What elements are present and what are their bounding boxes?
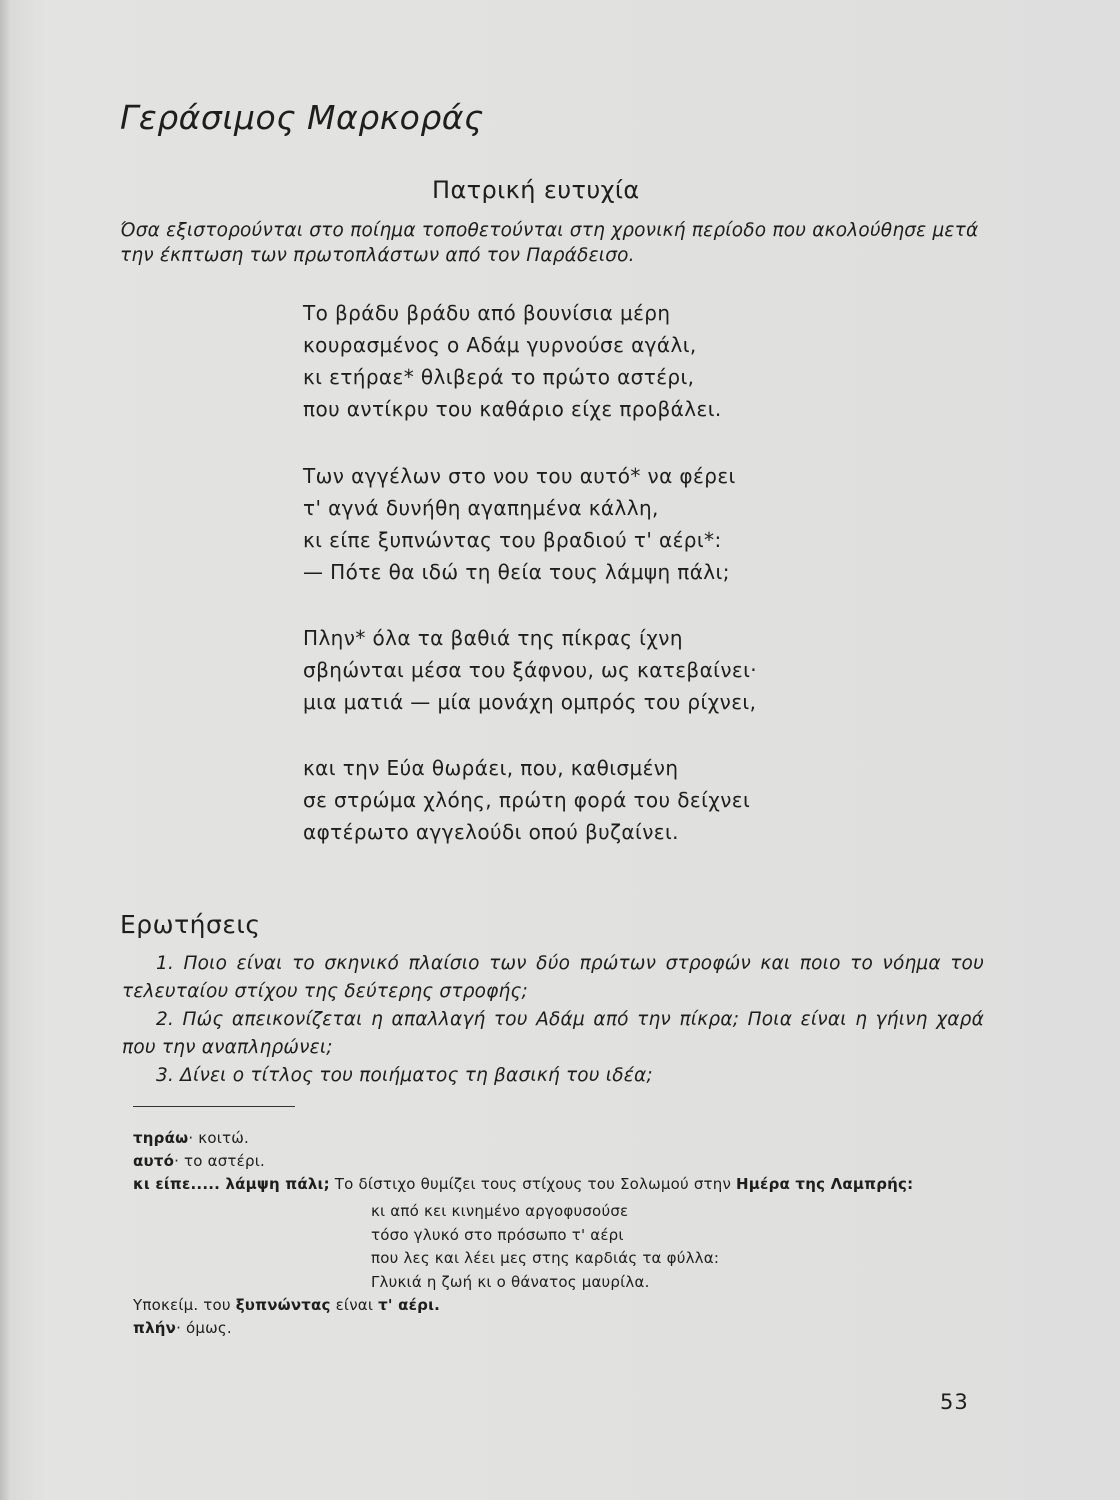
footnote-text: Το δίστιχο θυμίζει τους στίχους του Σολωμού στην (329, 1175, 737, 1193)
poem-intro: Όσα εξιστορούνται στο ποίημα τοποθετούνται στη χρονική περίοδο που ακολούθησε μετά την έκπτωση των πρωτοπλάστων από τον Παράδεισο. (120, 220, 979, 266)
footnote-divider (133, 1106, 295, 1107)
footnote (133, 1173, 983, 1196)
verse-line: Των αγγέλων στο νου του αυτό* να φέρει (303, 464, 736, 488)
verse-line: — Πότε θα ιδώ τη θεία τους λάμψη πάλι; (303, 560, 730, 584)
footnote (133, 1294, 983, 1317)
questions-list (122, 950, 984, 1090)
verse-line: κι είπε ξυπνώντας του βραδιού τ' αέρι*: (303, 528, 722, 552)
author-heading: Γεράσιμος Μαρκοράς (120, 98, 484, 137)
footnote (133, 1150, 983, 1173)
footnote-text: · όμως. (176, 1319, 232, 1337)
footnote-term: πλήν (133, 1319, 177, 1337)
stanza-1 (303, 297, 722, 425)
verse-line: αφτέρωτο αγγελούδι οπού βυζαίνει. (303, 820, 679, 844)
footnote-text: Υποκείμ. του (133, 1296, 236, 1314)
quoted-verse: τόσο γλυκό στο πρόσωπο τ' αέρι (371, 1225, 624, 1244)
verse-line: Πλην* όλα τα βαθιά της πίκρας ίχνη (303, 626, 683, 650)
verse-line: τ' αγνά δυνήθη αγαπημένα κάλλη, (303, 496, 659, 520)
page-edge-shadow (0, 0, 10, 1500)
footnote-text: είναι (330, 1296, 379, 1314)
footnote (133, 1317, 983, 1340)
verse-line: σε στρώμα χλόης, πρώτη φορά του δείχνει (303, 788, 751, 812)
quoted-verse: κι από κει κινημένο αργοφυσούσε (371, 1202, 629, 1220)
footnote-reference: Ημέρα της Λαμπρής: (736, 1175, 914, 1193)
poem-title: Πατρική ευτυχία (432, 176, 640, 204)
footnote-term: αυτό (133, 1152, 175, 1170)
verse-line: και την Εύα θωράει, που, καθισμένη (303, 756, 679, 780)
footnote-term: τ' αέρι. (378, 1296, 441, 1314)
stanza-3 (303, 622, 757, 718)
footnote-term: ξυπνώντας (235, 1296, 331, 1314)
verse-line: μια ματιά — μία μονάχη ομπρός του ρίχνει, (303, 690, 757, 714)
verse-line: σβηώνται μέσα του ξάφνου, ως κατεβαίνει· (303, 658, 758, 682)
verse-line: που αντίκρυ του καθάριο είχε προβάλει. (303, 397, 722, 421)
question-item: 2. Πώς απεικονίζεται η απαλλαγή του Αδάμ από την πίκρα; Ποια είναι η γήινη χαρά που την αναπληρώνει; (122, 1009, 984, 1058)
footnote-term: κι είπε..... λάμψη πάλι; (133, 1175, 330, 1193)
quoted-verse: που λες και λέει μες στης καρδιάς τα φύλλα: (371, 1249, 720, 1267)
questions-heading: Ερωτήσεις (120, 910, 261, 939)
verse-line: κι ετήραε* θλιβερά το πρώτο αστέρι, (303, 365, 695, 389)
stanza-4 (303, 752, 750, 848)
verse-line: κουρασμένος ο Αδάμ γυρνούσε αγάλι, (303, 333, 697, 357)
footnote-term: τηράω (133, 1129, 189, 1147)
question-item: 1. Ποιο είναι το σκηνικό πλαίσιο των δύο πρώτων στροφών και ποιο το νόημα του τελευταίου στίχου της δεύτερης στροφής; (122, 953, 984, 1002)
stanza-2 (303, 460, 736, 588)
question-item: 3. Δίνει ο τίτλος του ποιήματος τη βασική του ιδέα; (156, 1065, 653, 1086)
footnote (133, 1127, 983, 1150)
footnotes (133, 1127, 983, 1340)
page-number: 53 (940, 1390, 969, 1414)
footnote-text: · το αστέρι. (174, 1152, 265, 1170)
quoted-verse: Γλυκιά η ζωή κι ο θάνατος μαυρίλα. (371, 1272, 650, 1291)
footnote-text: · κοιτώ. (188, 1129, 249, 1147)
verse-line: Το βράδυ βράδυ από βουνίσια μέρη (303, 301, 671, 325)
